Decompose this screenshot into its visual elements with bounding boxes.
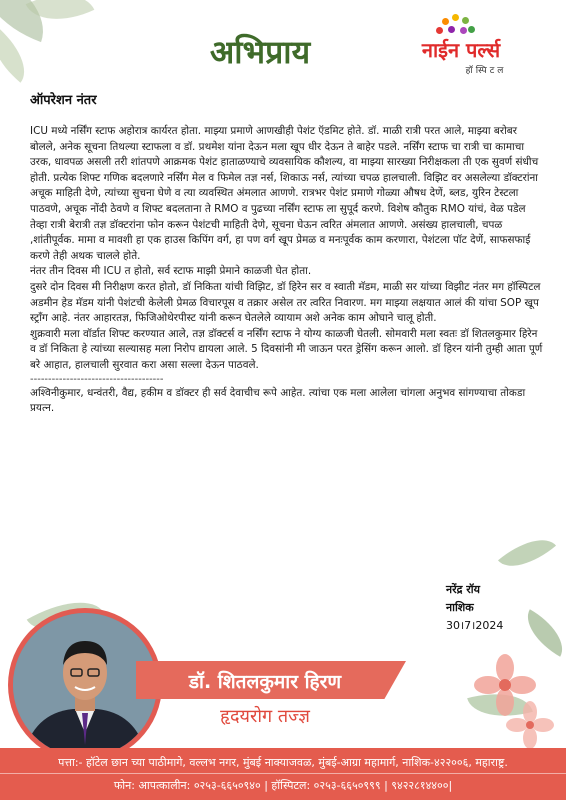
logo-subtitle: हॉस्पिटल [465, 66, 507, 76]
footer-phones: फोन: आपत्कालीन: ०२५३-६६५०९४० | हॉस्पिटल: ०२५३-६६५०९९९ | ९४२२८१४४००| [113, 779, 453, 792]
closing-paragraph: अश्विनीकुमार, धन्वंतरी, वैद्य, हकीम व डॉक्टर ही सर्व देवाचीच रूपे आहेत. त्यांचा एक मला आलेला चांगला अनुभव सांगण्याचा तोकडा प्रयत्न. [30, 386, 526, 415]
divider-line: ------------------------------------- [30, 373, 164, 385]
paragraph: दुसरे दोन दिवस मी निरीक्षण करत होतो, डॉ निकिता यांची विझिट, डॉ हिरेन सर व स्वाती मॅडम, माळी सर यांच्या विझीट नंतर मग हॉस्पिटल अडमीन हेड मॅडम यांनी पेशंटची केलेली प्रेमळ विचारपूस व तक्रार असेल तर त्वरित निवारण. मग माझ्या लक्षयात आलं की यांचा SOP खूप स्ट्रॉंग आहे. नंतर आहारतज्ञ, फिजिओथेरपीस्ट यांनी करून घेतलेले व्यायाम अशे अनेक काम ओघाने चालू होती. [30, 280, 541, 325]
author-block [446, 581, 503, 635]
letter-date: 30।7।2024 [446, 619, 504, 632]
leaf-decoration [498, 526, 556, 581]
flower-decoration [505, 700, 555, 750]
doctor-photo [13, 613, 157, 757]
paragraph: ICU मध्ये नर्सिंग स्टाफ अहोरात्र कार्यरत होता. माझ्या प्रमाणे आणखीही पेशंट ऍडमिट होते. डॉ. माळी रात्री परत आले, माझ्या बरोबर बोलले, अनेक सूचना तिथल्या स्टाफला व डॉ. प्रथमेश यांना देऊन मला खूप धीर देऊन ते बाहेर पडले. नर्सिंग स्टाफ चा रात्री चा कामाचा उरक, धावपळ असली तरी शांतपणे आक्रमक पेशंट हाताळण्याचे व्यवसायिक कौशल्य, वा माझ्या सारख्या निरीक्षकला ती एक सुवर्ण संधीच होती. प्रत्येक शिफ्ट गणिक बदलणारे नर्सिंग मेल व फिमेल तज्ञ नर्स, शिकाऊ नर्स, त्यांच्या चपळ हालचाली. विझिट वर असलेल्या डॉक्टरांना अचूक माहिती देणे, त्यांच्या सुचना घेणे व त्या व्यवस्थित अंमलात आणणे. रात्रभर पेशंट प्रमाणे गोळ्या औषध देणें, ब्लड, युरिन टेस्टला पाठवणे, अचूक नोंदी ठेवणे व शिफ्ट बदलताना ते RMO व पुढच्या नर्सिंग स्टाफ ला सुपूर्द करणे. विशेष कौतुक RMO यांचं, वेळ पडेल तेव्हा रात्री बेरात्री तज्ञ डॉक्टरांना फोन करून पेशंटची माहिती देणे, सूचना घेऊन त्वरित अंमलात आणणे. असंख्य हालचाली, चपळ ,शांतीपूर्वक. मामा व मावशी हा एक हाउस किपिंग वर्ग, हा पण वर्ग खूप प्रेमळ व मनःपूर्वक काम करणारा, पेशंटला पॉट देणें, साफसफाई करणे तेही अथक चालले होते. [30, 125, 539, 262]
hospital-logo [366, 14, 556, 84]
doctor-specialty: हृदयरोग तज्ज्ञ [220, 706, 310, 727]
author-city: नाशिक [446, 601, 474, 614]
paragraph: शुक्रवारी मला वॉर्डात शिफ्ट करण्यात आले, तज्ञ डॉक्टर्स व नर्सिंग स्टाफ ने योग्य काळजी घेतली. सोमवारी मला स्वतः डॉ शितलकुमार हिरेन व डॉ निकिता हे त्यांच्या सल्यासह मला निरोप द्यायला आले. 5 दिवसांनी मी जाऊन परत ड्रेसिंग करून आलो. डॉ हिरन यांनी तुम्ही आता पूर्ण बरे आहात, हालचाली सुरवात करा असा सल्ला देऊन पाठवले. [30, 327, 543, 371]
footer-address: पत्ता:- हॉटेल छान च्या पाठीमागे, वल्लभ नगर, मुंबई नाक्याजवळ, मुंबई-आग्रा महामार्ग, नाशिक-४२२००६, महाराष्ट्र. [58, 756, 508, 769]
footer [0, 748, 566, 800]
doctor-name: डॉ. शितलकुमार हिरण [188, 671, 342, 693]
paragraph: नंतर तीन दिवस मी ICU त होतो, सर्व स्टाफ माझी प्रेमाने काळजी घेत होता. [30, 265, 312, 278]
page-title: अभिप्राय [209, 33, 311, 71]
letter-heading: ऑपरेशन नंतर [30, 93, 97, 108]
letter-body [30, 124, 545, 417]
footer-divider [0, 773, 566, 774]
author-name: नरेंद्र रॉय [446, 583, 481, 596]
logo-name: नाईन पर्ल्स [421, 38, 501, 62]
